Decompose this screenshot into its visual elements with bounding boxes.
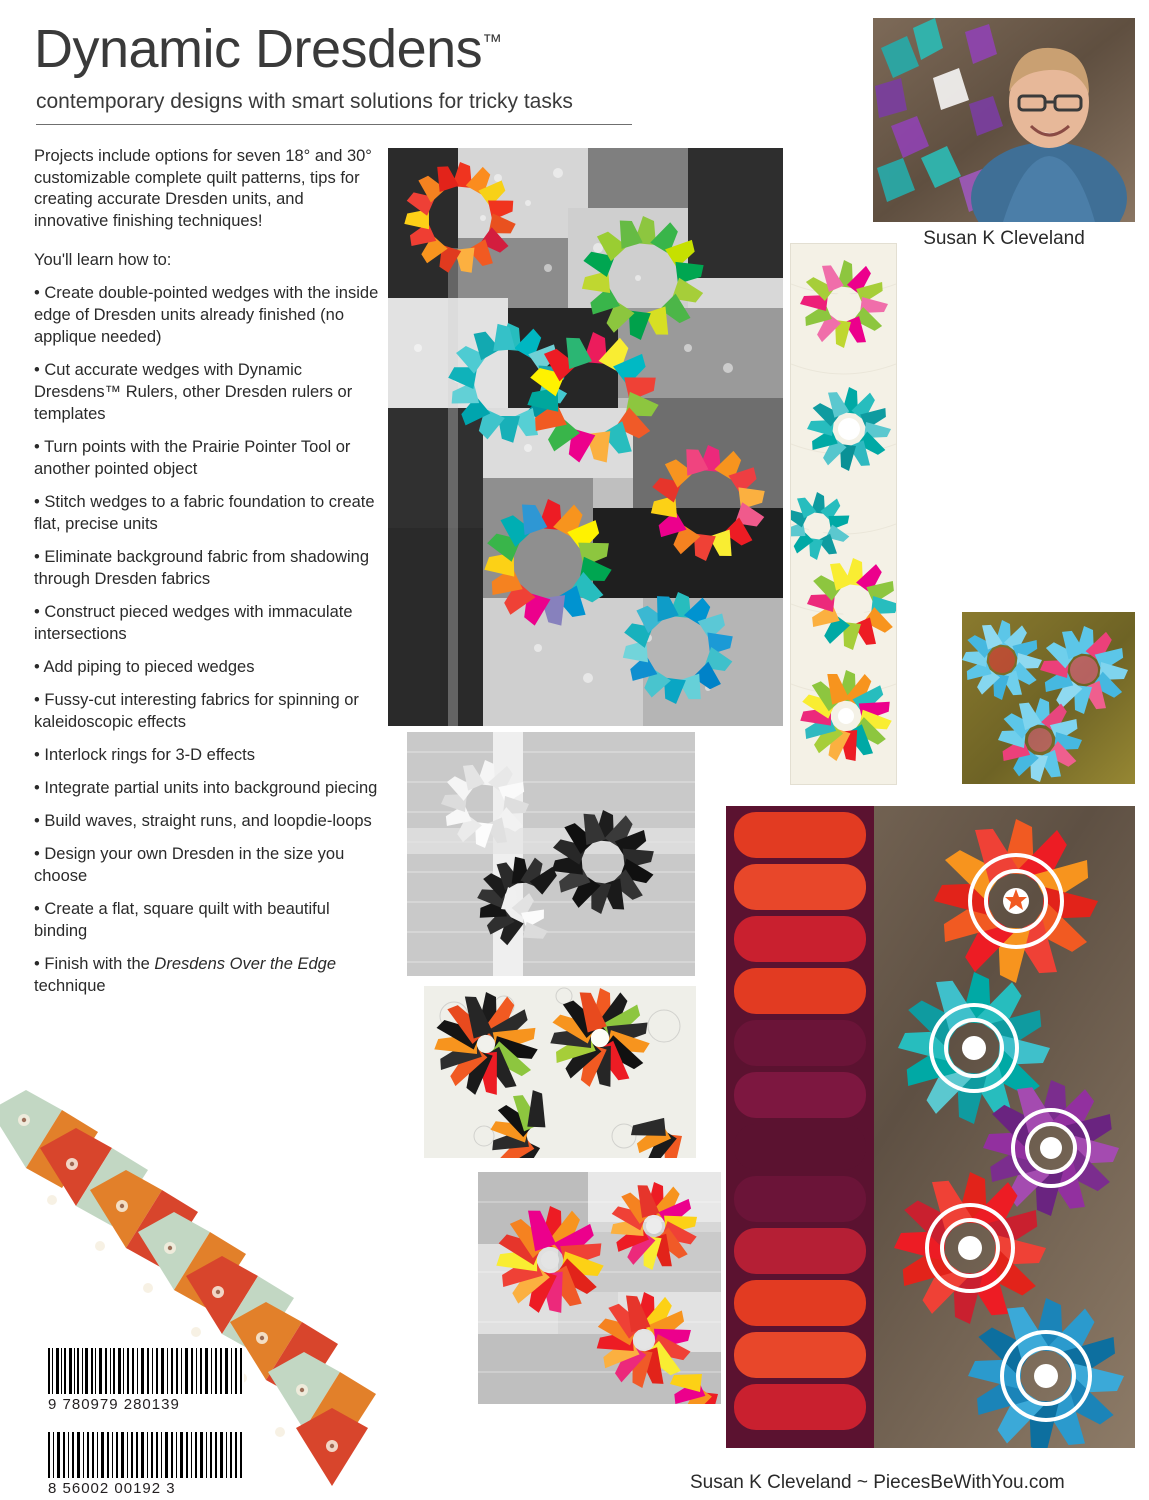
bullet-item: • Stitch wedges to a fabric foundation to create flat, precise units <box>34 492 375 533</box>
left-text-column <box>34 146 379 1008</box>
upc-barcode-digits: 8 56002 00192 3 <box>48 1480 176 1497</box>
bullet-suffix: technique <box>34 976 106 995</box>
gray-monochrome-quilt-photo <box>407 732 695 976</box>
page-title-text: Dynamic Dresdens <box>34 19 483 79</box>
main-quilt-photo <box>388 148 783 726</box>
upc-barcode <box>48 1432 244 1498</box>
bullet-item-last <box>34 953 379 997</box>
red-dresden-quilt-photo <box>478 1172 721 1404</box>
bullet-item: • Create double-pointed wedges with the inside edge of Dresden units already finished (no applique needed) <box>34 283 379 346</box>
large-brown-star-quilt-photo <box>726 806 1135 1448</box>
bullet-prefix: • Finish with the <box>34 954 155 973</box>
intro-paragraph: Projects include options for seven 18° and 30° customizable complete quilt patterns, tips for creating accurate Dresden units, and innovative finishing techniques! <box>34 147 372 230</box>
isbn-barcode-digits: 9 780979 280139 <box>48 1396 180 1413</box>
trademark-symbol: ™ <box>482 31 503 53</box>
table-runner-photo <box>790 243 897 785</box>
author-portrait <box>873 18 1135 222</box>
bullet-item: • Fussy-cut interesting fabrics for spinning or kaleidoscopic effects <box>34 690 359 731</box>
black-orange-dresden-photo <box>424 986 696 1158</box>
bullet-italic-title: Dresdens Over the Edge <box>154 954 337 973</box>
header-divider <box>36 124 632 125</box>
upc-barcode-bars <box>48 1432 244 1478</box>
bullet-item: • Turn points with the Prairie Pointer Tool or another pointed object <box>34 437 351 478</box>
footer-credit: Susan K Cleveland ~ PiecesBeWithYou.com <box>690 1472 1065 1493</box>
learn-heading: You'll learn how to: <box>34 251 172 269</box>
bullet-item: • Integrate partial units into background piecing <box>34 778 378 797</box>
bullet-item: • Create a flat, square quilt with beautiful binding <box>34 899 330 940</box>
brown-background-quilt-photo <box>962 612 1135 784</box>
isbn-barcode-bars <box>48 1348 244 1394</box>
bullet-item: • Eliminate background fabric from shadowing through Dresden fabrics <box>34 547 370 588</box>
bullet-item: • Construct pieced wedges with immaculate intersections <box>34 602 353 643</box>
bullet-item: • Cut accurate wedges with Dynamic Dresdens™ Rulers, other Dresden rulers or templates <box>34 360 353 423</box>
page-title <box>34 18 502 80</box>
bullet-item: • Build waves, straight runs, and loopdie-loops <box>34 811 372 830</box>
page-subtitle: contemporary designs with smart solutions for tricky tasks <box>36 90 573 113</box>
author-name: Susan K Cleveland <box>923 228 1085 249</box>
bullet-item: • Interlock rings for 3-D effects <box>34 745 255 764</box>
bullet-item: • Add piping to pieced wedges <box>34 657 255 676</box>
isbn-barcode <box>48 1348 244 1420</box>
bullet-item: • Design your own Dresden in the size you choose <box>34 844 345 885</box>
